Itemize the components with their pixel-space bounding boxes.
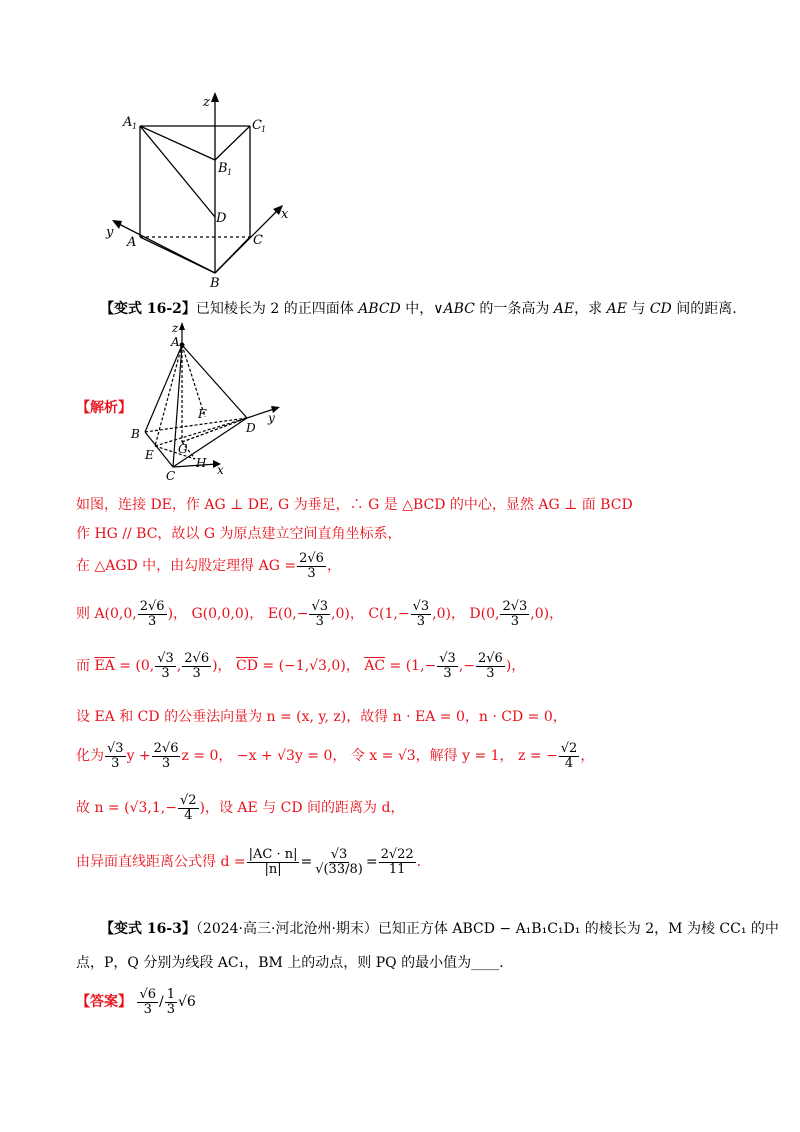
label-d: D xyxy=(216,211,227,226)
label-a2: A xyxy=(171,335,180,349)
prism-figure xyxy=(95,90,305,290)
label-e2: E xyxy=(145,448,154,462)
solution-line-8: 故 n = (√3,1,− $\frac{√2}{4}$ )，设 AE 与 CD 间的距离为 d， xyxy=(76,793,405,823)
analysis-tag: 【解析】 xyxy=(76,400,132,416)
label-g2: G xyxy=(178,442,188,456)
solution-line-6: 设 EA 和 CD 的公垂法向量为 n = (x, y, z)，故得 n · EA = 0，n · CD = 0， xyxy=(76,709,567,725)
solution-line-2: 作 HG // BC，故以 G 为原点建立空间直角坐标系， xyxy=(76,526,402,542)
label-y2: y xyxy=(268,411,275,425)
solution-line-5: 而 $\overline{EA} = (0$, $\frac{√3}{3}$ , $\frac{2√6}{3}$ )， $\overline{CD} = (-1,√3,0)$， $\overline{AC} = (1,-$ $\frac{√3}{3}$ ,− $\frac{2√6}{3}$ )， xyxy=(76,651,526,681)
label-b: B xyxy=(210,276,220,290)
label-x2: x xyxy=(217,463,224,477)
label-z: z xyxy=(203,95,210,110)
solution-line-7: 化为 $\frac{√3}{3}$ y + $\frac{2√6}{3}$ z = 0， −x + √3y = 0， 令 x = √3，解得 y = 1， z = − $\frac{√2}{4}$ ， xyxy=(76,741,595,771)
svg-text:1: 1 xyxy=(132,122,138,131)
label-a: A xyxy=(127,235,137,250)
solution-line-4: 则 A(0,0, $\frac{2√6}{3}$ )， G(0,0,0)， E(0,− $\frac{√3}{3}$ ,0)， C(1,− $\frac{√3}{3}$ ,0)， D(0, $\frac{2√3}{3}$ ,0)， xyxy=(76,599,564,629)
label-d2: D xyxy=(246,421,256,435)
label-c2: C xyxy=(166,469,176,482)
label-z2: z xyxy=(172,322,179,335)
svg-text:1: 1 xyxy=(227,168,233,177)
variant-16-2-question: 【变式 16-2】已知棱长为 2 的正四面体 ABCD 中，∨ABC 的一条高为 AE，求 AE 与 CD 间的距离. xyxy=(100,301,737,317)
solution-line-1: 如图，连接 DE，作 AG ⊥ DE, G 为垂足，∴ G 是 △BCD 的中心，显然 AG ⊥ 面 BCD xyxy=(76,497,633,513)
label-c: C xyxy=(253,233,263,248)
label-b1: B xyxy=(218,161,228,176)
label-x: x xyxy=(281,207,289,222)
solution-line-9: 由异面直线距离公式得 d = $\frac{|AC \cdot n|}{|n|}$ = $\frac{√3}{√(33/8)}$ = $\frac{2√22}{11}$ . xyxy=(76,847,422,877)
svg-text:1: 1 xyxy=(261,125,267,134)
label-c1: C xyxy=(252,118,262,133)
variant-16-3-line-2: 点，P，Q 分别为线段 AC₁，BM 上的动点，则 PQ 的最小值为____. xyxy=(76,955,504,971)
variant-16-3-line-1: 【变式 16-3】（2024·高三·河北沧州·期末）已知正方体 ABCD − A₁B₁C₁D₁ 的棱长为 2，M 为棱 CC₁ 的中 xyxy=(100,921,779,937)
label-y: y xyxy=(106,225,114,240)
label-f2: F xyxy=(198,407,207,421)
answer-line: 【答案】 $\frac{√6}{3}$ / $\frac{1}{3}$ √6 xyxy=(76,987,196,1017)
label-h2: H xyxy=(196,456,207,470)
tetrahedron-figure xyxy=(125,322,285,482)
label-a1: A xyxy=(123,115,133,130)
label-b2: B xyxy=(131,427,140,441)
solution-line-3: 在 △AGD 中，由勾股定理得 AG = $\frac{2√6}{3}$ ， xyxy=(76,551,341,581)
